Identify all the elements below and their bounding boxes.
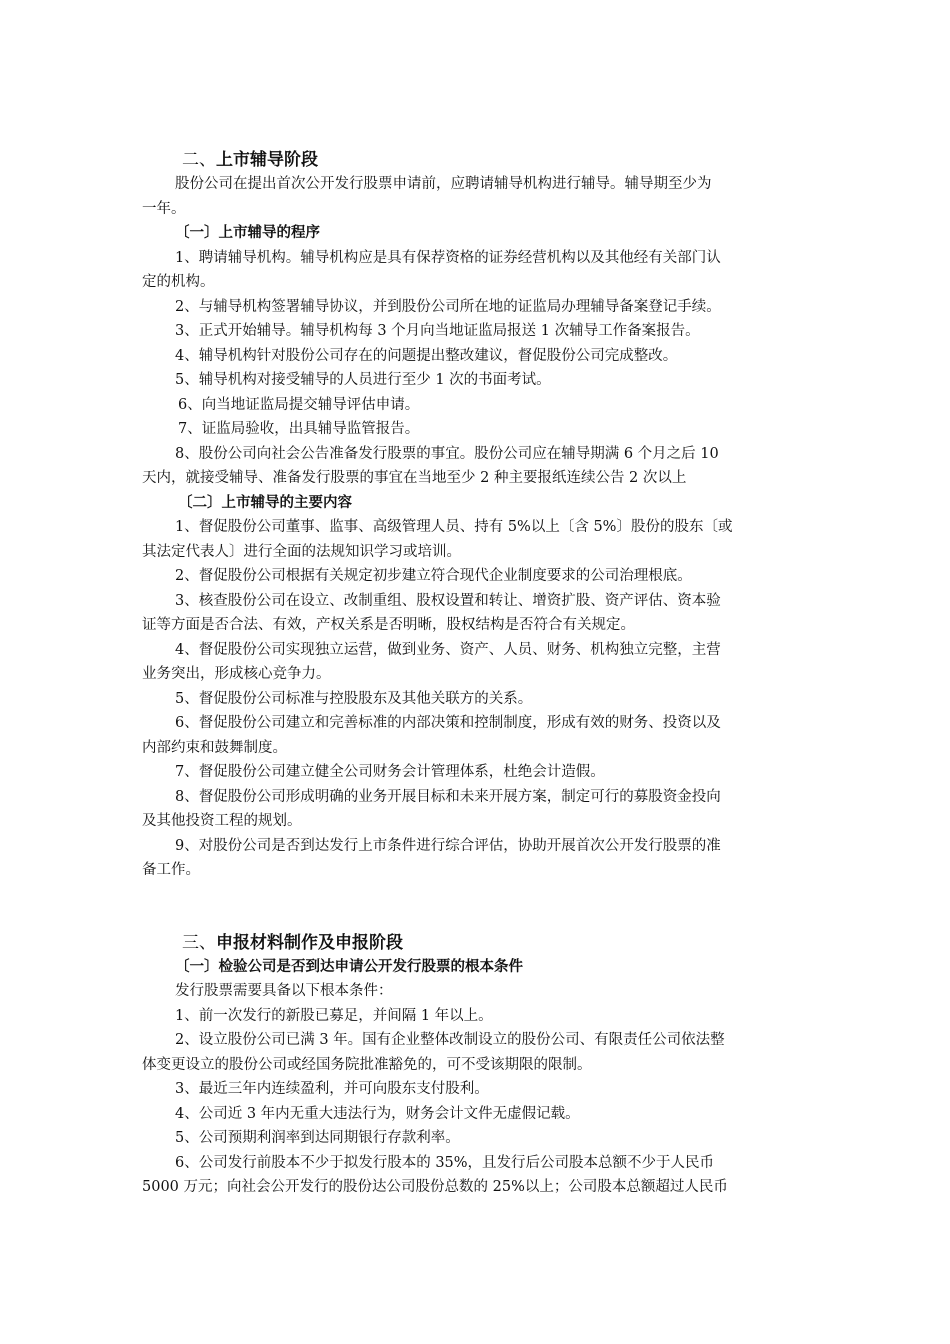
list-item: 2、与辅导机构签署辅导协议，并到股份公司所在地的证监局办理辅导备案登记手续。: [175, 298, 721, 315]
list-item: 6、向当地证监局提交辅导评估申请。: [178, 396, 420, 413]
list-item: 6、公司发行前股本不少于拟发行股本的 35%，且发行后公司股本总额不少于人民币: [175, 1154, 715, 1171]
document-body: [142, 148, 810, 1200]
list-item: 4、公司近 3 年内无重大违法行为，财务会计文件无虚假记载。: [175, 1105, 580, 1122]
list-item: 2、设立股份公司已满 3 年。国有企业整体改制设立的股份公司、有限责任公司依法整: [175, 1032, 725, 1048]
list-item: 7、督促股份公司建立健全公司财务会计管理体系，杜绝会计造假。: [175, 764, 605, 780]
list-item: 6、督促股份公司建立和完善标准的内部决策和控制制度，形成有效的财务、投资以及: [175, 715, 721, 731]
list-item-cont: 证等方面是否合法、有效，产权关系是否明晰，股权结构是否符合有关规定。: [142, 617, 635, 633]
list-item: 3、最近三年内连续盈利，并可向股东支付股利。: [175, 1081, 489, 1097]
list-item-cont: 备工作。: [142, 862, 200, 878]
list-item: 5、公司预期利润率到达同期银行存款利率。: [175, 1130, 460, 1146]
list-item: 5、督促股份公司标准与控股股东及其他关联方的关系。: [175, 690, 533, 707]
list-item: 9、对股份公司是否到达发行上市条件进行综合评估，协助开展首次公开发行股票的准: [175, 837, 721, 854]
subsection-heading: 〔一〕检验公司是否到达申请公开发行股票的根本条件: [175, 958, 523, 975]
heading-number: 二、: [182, 150, 216, 170]
list-item: 2、督促股份公司根据有关规定初步建立符合现代企业制度要求的公司治理根底。: [175, 568, 692, 584]
list-item: 1、督促股份公司董事、监事、高级管理人员、持有 5%以上〔含 5%〕股份的股东〔或: [175, 519, 733, 535]
heading-text: 上市辅导阶段: [216, 150, 318, 170]
section-heading-2: [142, 148, 810, 172]
list-item: 3、核查股份公司在设立、改制重组、股权设置和转让、增资扩股、资产评估、资本验: [175, 592, 721, 609]
list-item: 8、督促股份公司形成明确的业务开展目标和未来开展方案，制定可行的募股资金投向: [175, 788, 721, 805]
list-item: 5、辅导机构对接受辅导的人员进行至少 1 次的书面考试。: [175, 372, 551, 388]
list-item-cont: 定的机构。: [142, 274, 215, 290]
list-item-cont: 及其他投资工程的规划。: [142, 813, 302, 829]
heading-number: 三、: [182, 932, 216, 953]
list-item: 7、证监局验收，出具辅导监管报告。: [178, 421, 420, 437]
list-item-cont: 天内，就接受辅导、准备发行股票的事宜在当地至少 2 种主要报纸连续公告 2 次以上: [142, 470, 687, 486]
section-gap: [142, 883, 810, 931]
list-item: 3、正式开始辅导。辅导机构每 3 个月向当地证监局报送 1 次辅导工作备案报告。: [175, 323, 700, 339]
list-item-cont: 体变更设立的股份公司或经国务院批准豁免的，可不受该期限的限制。: [142, 1056, 592, 1073]
subsection-heading: 〔一〕上市辅导的程序: [175, 225, 320, 241]
list-item: 4、辅导机构针对股份公司存在的问题提出整改建议，督促股份公司完成整改。: [175, 347, 678, 364]
paragraph-cont: 一年。: [142, 200, 186, 217]
heading-text: 申报材料制作及申报阶段: [216, 932, 403, 953]
list-item: 1、前一次发行的新股已募足，并间隔 1 年以上。: [175, 1007, 493, 1024]
subsection-heading: 〔二〕上市辅导的主要内容: [178, 494, 352, 511]
list-item-cont: 内部约束和鼓舞制度。: [142, 739, 287, 756]
list-item-cont: 5000 万元；向社会公开发行的股份达公司股份总数的 25%以上；公司股本总额超过人民币: [142, 1179, 728, 1195]
list-item: 4、督促股份公司实现独立运营，做到业务、资产、人员、财务、机构独立完整，主营: [175, 641, 721, 658]
paragraph: 股份公司在提出首次公开发行股票申请前，应聘请辅导机构进行辅导。辅导期至少为: [175, 176, 712, 192]
section-heading-3: [142, 931, 810, 955]
list-item: 1、聘请辅导机构。辅导机构应是具有保荐资格的证券经营机构以及其他经有关部门认: [175, 249, 721, 266]
list-item: 发行股票需要具备以下根本条件：: [175, 983, 393, 999]
list-item: 8、股份公司向社会公告准备发行股票的事宜。股份公司应在辅导期满 6 个月之后 10: [175, 445, 719, 462]
list-item-cont: 其法定代表人〕进行全面的法规知识学习或培训。: [142, 543, 461, 560]
list-item-cont: 业务突出，形成核心竞争力。: [142, 666, 331, 682]
